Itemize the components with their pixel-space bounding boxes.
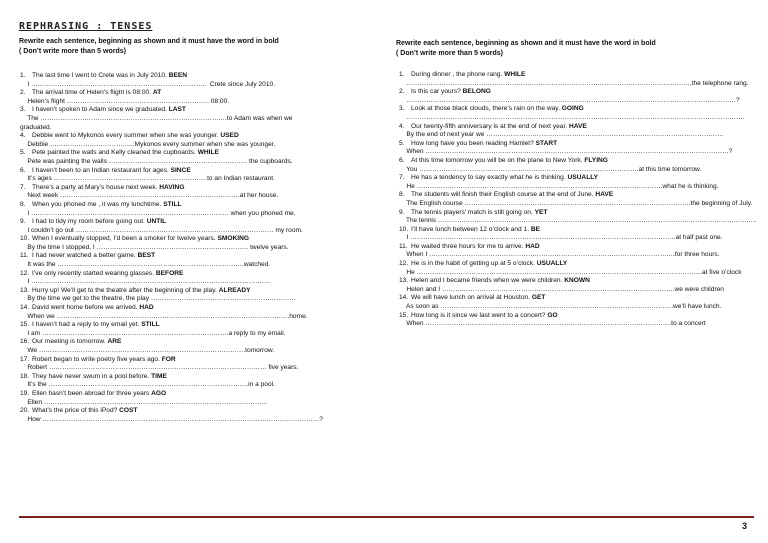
item-number: 14.: [20, 304, 30, 312]
keyword: USUALLY: [536, 260, 568, 268]
item-number: 20.: [20, 407, 30, 415]
exercise-item: [20, 218, 390, 235]
keyword: USED: [220, 132, 239, 140]
item-sentence: [411, 191, 759, 200]
item-sentence: [411, 71, 759, 80]
exercise-item: [399, 277, 759, 294]
left-exercise-list: [20, 72, 390, 424]
answer-line[interactable]: How ………………………………………………………………………………………………………………?: [20, 415, 323, 423]
sentence-text: The arrival time of Helen’s flight is 08:00.: [32, 89, 153, 97]
item-sentence: [411, 260, 759, 269]
sentence-text: When you phoned me , it was my lunchtime.: [32, 200, 164, 208]
exercise-item: [20, 184, 390, 201]
answer-line[interactable]: When …………………………………………………………………………………………………………………………?: [399, 148, 733, 156]
item-number: 11.: [20, 252, 29, 260]
answer-line[interactable]: Helen’s flight ……………………………………………………….. 08:00.: [20, 97, 230, 105]
exercise-item: [399, 312, 759, 329]
answer-line[interactable]: By the time I stopped, I …………………………………………………………… twelve years.: [20, 243, 289, 251]
item-sentence: [411, 312, 759, 321]
sentence-text: He has a tendency to say exactly what he is thinking.: [411, 174, 568, 182]
keyword: GO: [547, 311, 558, 319]
item-sentence: [32, 184, 390, 193]
exercise-item: [399, 243, 759, 260]
item-sentence: [32, 72, 390, 81]
answer-line[interactable]: Debbie ………………………………...Mykonos every summer when she was younger.: [20, 140, 276, 148]
sentence-text: Hurry up! We’ll get to the theatre after the beginning of the play.: [32, 286, 219, 294]
answer-line[interactable]: The tennis …………………………………………………………………………………………………………………………………..: [399, 217, 757, 225]
answer-line[interactable]: Robert ……………………………………………………………………………………… five years.: [20, 364, 299, 372]
sentence-text: They have never swum in a pool before.: [32, 372, 152, 380]
keyword: WHILE: [197, 149, 219, 157]
exercise-item: [20, 106, 390, 132]
item-number: 14.: [399, 294, 409, 302]
answer-line[interactable]: I couldn’t go out ……………………………………………………………………………… my room.: [20, 226, 303, 234]
keyword: UNTIL: [146, 218, 167, 226]
item-number: 16.: [20, 338, 30, 346]
keyword: GOING: [561, 105, 584, 113]
item-sentence: [32, 390, 390, 399]
item-sentence: [411, 294, 759, 303]
sentence-text: Helen and I became friends when we were children.: [411, 277, 565, 285]
exercise-item: [20, 89, 390, 106]
item-number: 13.: [20, 286, 30, 294]
exercise-item: [20, 338, 390, 355]
exercise-item: [399, 157, 759, 174]
answer-line[interactable]: ……………………………………………………………………………………………………………………………………….: [399, 113, 745, 121]
exercise-item: [20, 167, 390, 184]
sentence-text: I haven’t spoken to Adam since we graduated.: [32, 106, 169, 114]
answer-line[interactable]: You ……………………………………………………………………………………….at this time tomorrow.: [399, 165, 702, 173]
item-number: 5.: [20, 149, 26, 157]
sentence-text: Debbie went to Mykonos every summer when she was younger.: [32, 132, 221, 140]
exercise-item: [399, 294, 759, 311]
item-sentence: [32, 407, 390, 416]
item-number: 10.: [399, 225, 409, 233]
item-sentence: [411, 226, 759, 235]
instruction-line: Rewrite each sentence, beginning as shown and it must have the word in bold: [396, 40, 656, 47]
keyword: WHILE: [504, 71, 526, 78]
answer-line[interactable]: It’s ages …………………………………………………………….to an Indian restaurant.: [20, 175, 275, 183]
exercise-item: [399, 209, 759, 226]
exercise-item: [399, 71, 759, 88]
exercise-item: [399, 191, 759, 208]
left-instructions: [19, 37, 279, 57]
sentence-text: Robert began to write poetry five years ago.: [32, 355, 162, 363]
item-sentence: [32, 338, 390, 347]
answer-line[interactable]: He ………………………………………………………………………………………………………………….at five o’clock: [399, 268, 742, 276]
item-number: 6.: [20, 166, 26, 174]
keyword: FOR: [161, 355, 176, 363]
answer-line[interactable]: Helen and I …………………………………………………………………………………………….we were children: [399, 285, 724, 293]
answer-line[interactable]: By the time we get to the theatre, the play …………………………………………………………: [20, 295, 296, 303]
exercise-item: [20, 390, 390, 407]
answer-line[interactable]: The ………………………………………………………………………….to Adam was when we graduated.: [20, 114, 293, 131]
keyword: HAVE: [568, 122, 587, 130]
exercise-item: [399, 260, 759, 277]
sentence-text: Our twenty-fifth anniversary is at the end of next year.: [411, 122, 569, 130]
item-number: 15.: [20, 321, 30, 329]
item-sentence: [411, 105, 759, 114]
item-sentence: [32, 287, 390, 296]
keyword: ALREADY: [218, 286, 251, 294]
keyword: BEFORE: [155, 269, 184, 277]
keyword: BEST: [137, 252, 156, 260]
keyword: AT: [152, 89, 162, 97]
item-sentence: [411, 243, 759, 252]
item-sentence: [32, 201, 390, 210]
exercise-item: [399, 105, 759, 122]
answer-line[interactable]: I ………………………………………………………………………………………………………….at half past one.: [399, 234, 723, 242]
sentence-text: The tennis players’ match is still going on.: [411, 208, 535, 216]
item-sentence: [32, 373, 390, 382]
sentence-text: I haven’t been to an Indian restaurant for ages.: [32, 166, 171, 174]
sentence-text: I haven’t had a reply to my email yet.: [32, 321, 142, 329]
keyword: STILL: [141, 321, 160, 329]
item-sentence: [411, 123, 759, 132]
exercise-item: [20, 149, 390, 166]
item-sentence: [32, 304, 390, 313]
item-sentence: [32, 356, 390, 365]
item-sentence: [32, 252, 390, 261]
instruction-line: Rewrite each sentence, beginning as shown and it must have the word in bold: [19, 38, 279, 45]
item-number: 8.: [20, 200, 26, 208]
keyword: START: [535, 139, 558, 147]
keyword: KNOWN: [564, 277, 590, 285]
item-number: 4.: [20, 132, 26, 140]
exercise-item: [399, 226, 759, 243]
item-number: 8.: [399, 191, 405, 199]
answer-line[interactable]: I am ………………………………………………………………………….a reply to my email.: [20, 329, 286, 337]
sentence-text: At this time tomorrow you will be on the plane to New York.: [411, 156, 585, 164]
keyword: HAVING: [159, 183, 185, 191]
sentence-text: Our meeting is tomorrow.: [32, 338, 108, 346]
keyword: HAD: [525, 242, 540, 250]
keyword: FLYING: [584, 156, 608, 164]
sentence-text: He is in the habit of getting up at 5 o’clock.: [411, 260, 537, 268]
item-sentence: [32, 132, 390, 141]
item-sentence: [32, 89, 390, 98]
exercise-item: [399, 88, 759, 105]
right-exercise-list: [399, 71, 759, 329]
answer-line[interactable]: I …………………………………………………………………….. Crete since July 2010.: [20, 80, 275, 88]
right-instructions: [396, 39, 656, 59]
footer-divider: [19, 516, 754, 518]
answer-line[interactable]: It was the ………………………………………………………………………….watched.: [20, 261, 271, 269]
answer-line[interactable]: It’s the ……………………………………………………………………………….in a pool.: [20, 381, 275, 389]
sentence-text: During dinner , the phone rang.: [411, 71, 505, 78]
item-number: 17.: [20, 355, 30, 363]
item-number: 3.: [20, 106, 26, 114]
item-number: 7.: [399, 174, 405, 182]
keyword: AGO: [151, 389, 167, 397]
item-number: 7.: [20, 183, 26, 191]
answer-line[interactable]: By the end of next year we ………………………………………………………………………………………………: [399, 131, 724, 139]
answer-line[interactable]: When I ………………………………………………………………………………………………….for three hours.: [399, 251, 720, 259]
sentence-text: What’s the price of this iPod?: [32, 407, 120, 415]
answer-line[interactable]: When ………………………………………………………………………………………………….to a concert: [399, 320, 706, 328]
sentence-text: I had to tidy my room before going out.: [32, 218, 147, 226]
item-number: 13.: [399, 277, 409, 285]
keyword: TIME: [151, 372, 167, 380]
item-number: 1.: [20, 72, 26, 79]
answer-line[interactable]: Pete was painting the walls ……………………………………………………… the cupboards.: [20, 157, 293, 165]
item-sentence: [411, 140, 759, 149]
keyword: YET: [534, 208, 548, 216]
item-sentence: [411, 209, 759, 218]
answer-line[interactable]: Next week ……………………………………………………………………….at her house.: [20, 192, 279, 200]
exercise-item: [399, 174, 759, 191]
item-number: 4.: [399, 122, 405, 130]
item-sentence: [32, 235, 390, 244]
answer-line[interactable]: …………………………………………………………………………………………………………………,the telephone rang.: [399, 79, 749, 87]
keyword: BELONG: [462, 88, 491, 96]
sentence-text: Ellen hasn’t been abroad for three years: [32, 389, 152, 397]
exercise-item: [20, 235, 390, 252]
item-number: 1.: [399, 71, 405, 78]
item-number: 5.: [399, 139, 405, 147]
instruction-note: ( Don’t write more than 5 words): [396, 50, 503, 57]
item-number: 19.: [20, 389, 30, 397]
keyword: STILL: [163, 200, 182, 208]
answer-line[interactable]: He ………………………………………………………………………………………………….what he is thinking.: [399, 182, 719, 190]
item-number: 10.: [20, 235, 30, 243]
sentence-text: How long is it since we last went to a concert?: [411, 311, 548, 319]
exercise-item: [20, 287, 390, 304]
sentence-text: When I eventually stopped, I’d been a smoker for twelve years.: [32, 235, 218, 243]
item-number: 12.: [20, 269, 30, 277]
sentence-text: I’ll have lunch between 12 o’clock and 1.: [411, 225, 531, 233]
item-sentence: [411, 174, 759, 183]
exercise-item: [20, 270, 390, 287]
answer-line[interactable]: I ……………………………………………………………………………… when you phoned me.: [20, 209, 296, 217]
answer-line[interactable]: Ellen …………………………………………………………………………………………: [20, 398, 269, 406]
sentence-text: Look at those black clouds, there’s rain on the way.: [411, 105, 562, 113]
item-sentence: [32, 106, 390, 115]
page-number: 3: [742, 521, 748, 531]
exercise-item: [20, 356, 390, 373]
sentence-text: Pete painted the walls and Kelly cleaned the cupboards.: [32, 149, 198, 157]
instruction-note: ( Don’t write more than 5 words): [19, 48, 126, 55]
exercise-item: [20, 321, 390, 338]
exercise-item: [20, 407, 390, 424]
sentence-text: The last time I went to Crete was in July 2010.: [32, 72, 169, 79]
item-number: 9.: [399, 208, 405, 216]
item-sentence: [411, 88, 759, 97]
exercise-item: [399, 123, 759, 140]
item-sentence: [32, 149, 390, 158]
sentence-text: I’ve only recently started wearing glasses.: [32, 269, 156, 277]
exercise-item: [20, 72, 390, 89]
exercise-item: [399, 140, 759, 157]
keyword: LAST: [168, 106, 186, 114]
answer-line[interactable]: We ………………………………………………………………………………….tomorrow.: [20, 347, 275, 354]
item-sentence: [32, 218, 390, 227]
item-number: 11.: [399, 242, 408, 250]
keyword: ARE: [107, 338, 122, 346]
item-number: 6.: [399, 156, 405, 164]
sentence-text: There’s a party at Mary’s house next week.: [32, 183, 160, 191]
answer-line[interactable]: The English course ………………………………………………………………………………………….the beginning of July.: [399, 199, 753, 207]
exercise-item: [20, 304, 390, 321]
item-sentence: [411, 277, 759, 286]
sentence-text: He waited three hours for me to arrive.: [411, 242, 526, 250]
sentence-text: How long have you been reading Hamlet?: [411, 139, 536, 147]
answer-line[interactable]: I ……………………………………………………………………………………………….: [20, 278, 271, 286]
exercise-item: [20, 373, 390, 390]
keyword: HAD: [139, 304, 154, 312]
exercise-item: [20, 252, 390, 269]
answer-line[interactable]: As soon as …………………………………………………………………………………………….we’ll have lunch.: [399, 303, 722, 311]
item-number: 12.: [399, 260, 409, 268]
exercise-item: [20, 132, 390, 149]
keyword: COST: [119, 407, 138, 415]
item-sentence: [32, 167, 390, 176]
item-number: 2.: [20, 89, 26, 97]
keyword: USUALLY: [567, 174, 599, 182]
sentence-text: David went home before we arrived.: [32, 304, 140, 312]
item-sentence: [32, 270, 390, 279]
item-sentence: [411, 157, 759, 166]
answer-line[interactable]: ……………………………………………………………………………………………………………………………………?: [399, 96, 740, 104]
keyword: SINCE: [170, 166, 191, 174]
item-sentence: [32, 321, 390, 330]
page-title: REPHRASING : TENSES: [19, 21, 153, 32]
keyword: BEEN: [168, 72, 188, 79]
item-number: 2.: [399, 88, 405, 96]
answer-line[interactable]: When we …………………………………………………………………………………………….home.: [20, 312, 308, 320]
keyword: SMOKING: [217, 235, 249, 243]
sentence-text: The students will finish their English course at the end of June.: [411, 191, 596, 199]
keyword: GET: [531, 294, 546, 302]
item-number: 18.: [20, 372, 30, 380]
item-number: 15.: [399, 311, 409, 319]
keyword: HAVE: [595, 191, 614, 199]
item-number: 9.: [20, 218, 26, 226]
exercise-item: [20, 201, 390, 218]
item-number: 3.: [399, 105, 405, 113]
keyword: BE: [530, 225, 541, 233]
sentence-text: We will have lunch on arrival at Houston.: [411, 294, 532, 302]
sentence-text: Is this car yours?: [411, 88, 463, 96]
sentence-text: I had never watched a better game.: [32, 252, 138, 260]
